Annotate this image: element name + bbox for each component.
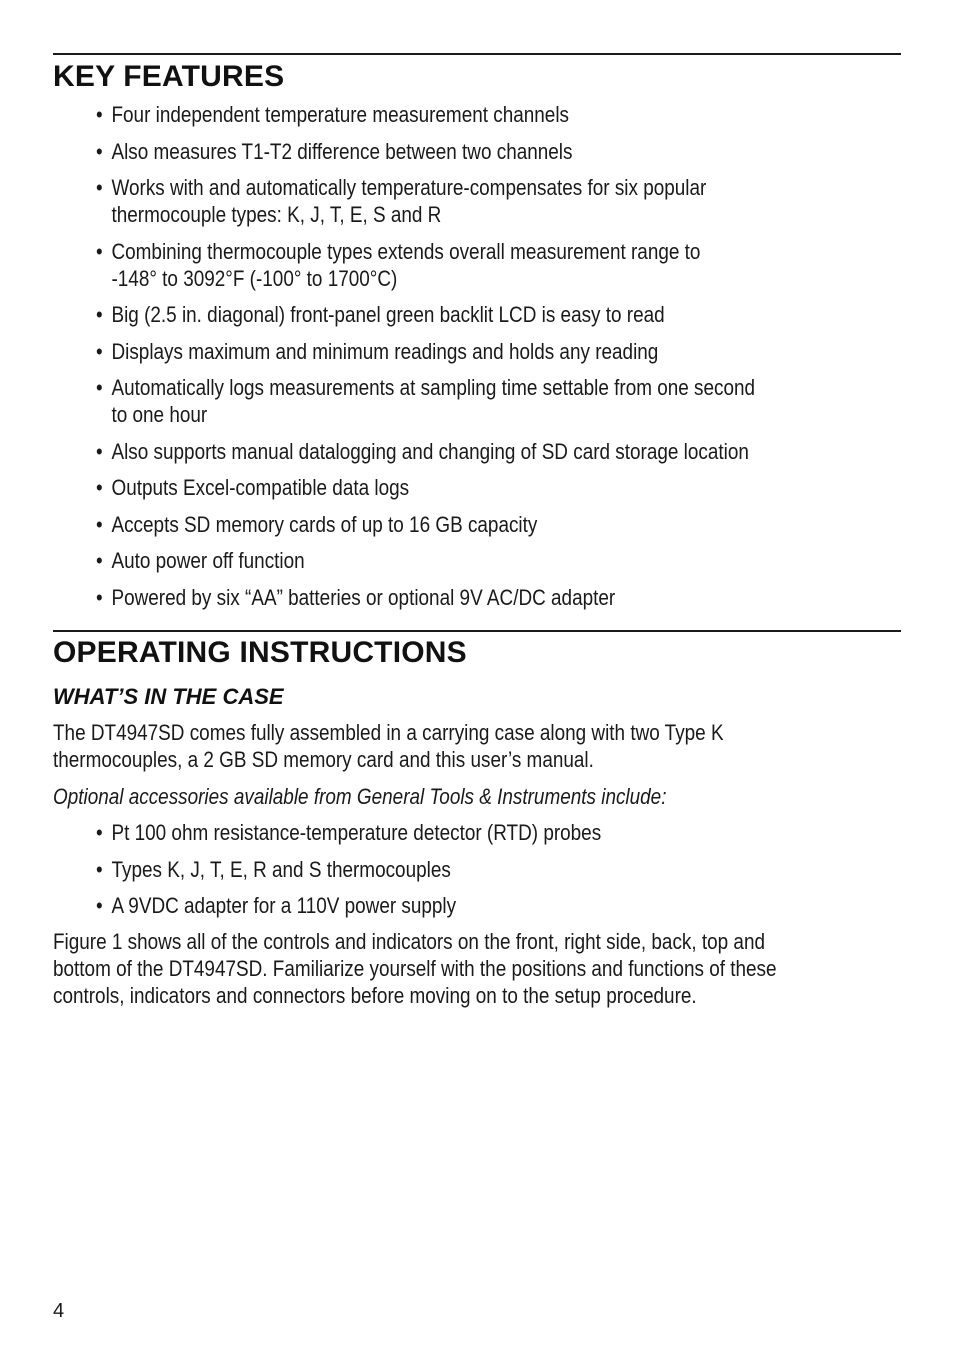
bullet-icon: • (96, 856, 103, 882)
list-item-text: A 9VDC adapter for a 110V power supply (111, 893, 457, 918)
list-item-text: Pt 100 ohm resistance-temperature detector (RTD) probes (111, 820, 602, 845)
list-item (96, 819, 861, 846)
list-item-text: Displays maximum and minimum readings and holds any reading (111, 338, 659, 364)
bullet-icon: • (96, 548, 103, 573)
bullet-icon: • (96, 438, 103, 464)
bullet-icon: • (96, 238, 103, 264)
list-item (96, 338, 861, 365)
list-item (96, 438, 861, 465)
bullet-icon: • (96, 102, 103, 127)
list-item (96, 584, 861, 611)
page-number: 4 (53, 1300, 65, 1322)
list-item (96, 374, 861, 428)
bullet-icon: • (96, 338, 103, 364)
case-contents-paragraph: The DT4947SD comes fully assembled in a carrying case along with two Type K thermocouples, a 2 GB SD memory card and this user’s manual. (53, 720, 724, 772)
list-item (96, 892, 861, 919)
operating-instructions-heading: OPERATING INSTRUCTIONS (53, 636, 467, 669)
list-item (96, 238, 861, 292)
bullet-icon: • (96, 175, 103, 200)
key-features-heading: KEY FEATURES (53, 60, 285, 93)
list-item-text: Big (2.5 in. diagonal) front-panel green backlit LCD is easy to read (111, 302, 665, 327)
whats-in-the-case-heading: WHAT’S IN THE CASE (53, 684, 284, 709)
list-item-text: Auto power off function (111, 548, 305, 573)
list-item-text: Accepts SD memory cards of up to 16 GB capacity (111, 511, 538, 537)
optional-accessories-intro: Optional accessories available from General Tools & Instruments include: (53, 784, 667, 809)
bullet-icon: • (96, 475, 103, 500)
list-item-text: Combining thermocouple types extends overall measurement range to -148° to 3092°F (-100° to 1700°C) (111, 238, 701, 291)
list-item-text: Also supports manual datalogging and changing of SD card storage location (111, 438, 749, 464)
list-item-text: Automatically logs measurements at sampling time settable from one second to one hour (111, 375, 756, 427)
bullet-icon: • (96, 584, 103, 610)
list-item (96, 474, 861, 501)
list-item-text: Powered by six “AA” batteries or optional 9V AC/DC adapter (111, 584, 616, 610)
list-item-text: Works with and automatically temperature-compensates for six popular thermocouple types: K, J, T, E, S and R (111, 175, 707, 227)
bullet-icon: • (96, 820, 103, 845)
list-item (96, 174, 861, 228)
list-item (96, 138, 861, 165)
list-item (96, 511, 861, 538)
section-divider-top (53, 53, 901, 55)
figure-note-paragraph: Figure 1 shows all of the controls and indicators on the front, right side, back, top and bottom of the DT4947SD. Familiarize yourself with the positions and functions of these controls, indicators and connectors before moving on to the setup procedure. (53, 929, 777, 1008)
bullet-icon: • (96, 893, 103, 918)
key-features-list (96, 101, 861, 620)
list-item (96, 547, 861, 574)
section-divider-operating (53, 630, 901, 632)
optional-accessories-list (96, 819, 861, 929)
bullet-icon: • (96, 302, 103, 327)
list-item (96, 101, 861, 128)
list-item-text: Also measures T1-T2 difference between two channels (111, 138, 573, 164)
list-item (96, 856, 861, 883)
bullet-icon: • (96, 511, 103, 537)
bullet-icon: • (96, 375, 103, 400)
list-item-text: Types K, J, T, E, R and S thermocouples (111, 856, 451, 882)
list-item-text: Four independent temperature measurement channels (111, 102, 569, 127)
list-item-text: Outputs Excel-compatible data logs (111, 475, 410, 500)
bullet-icon: • (96, 138, 103, 164)
list-item (96, 301, 861, 328)
